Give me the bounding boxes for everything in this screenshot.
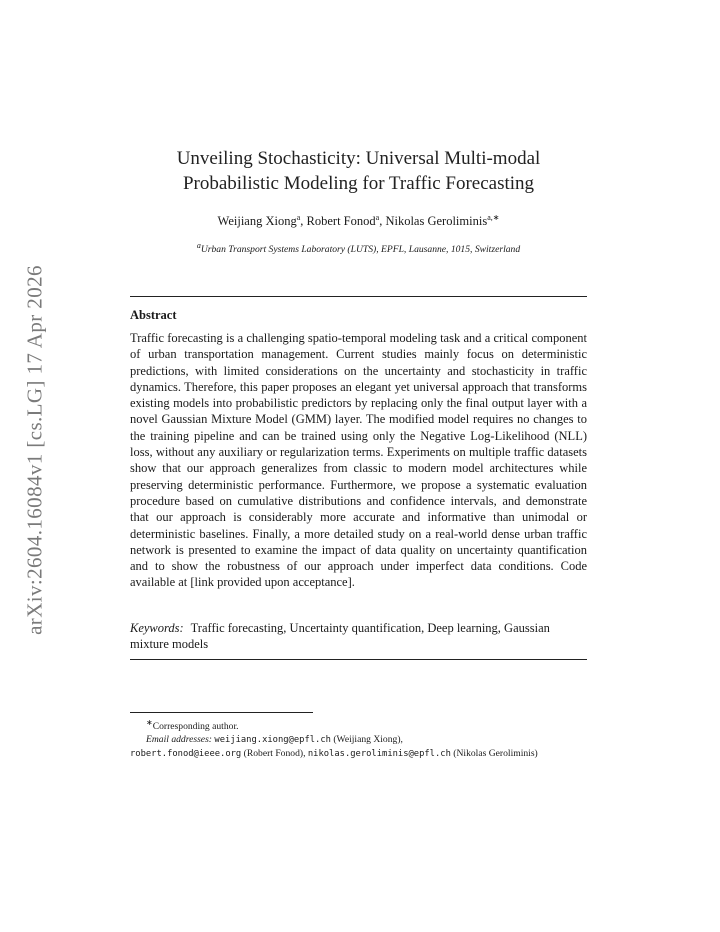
author-list [130, 213, 587, 229]
title-line-1: Unveiling Stochasticity: Universal Multi-modal [176, 148, 541, 169]
author-name: Nikolas Geroliminis [385, 214, 488, 229]
author-affil-marker: a [375, 213, 380, 222]
email-link[interactable]: robert.fonod@ieee.org [130, 749, 242, 760]
title-line-2: Probabilistic Modeling for Traffic Forecasting [182, 173, 535, 194]
affiliation-marker: a [196, 241, 201, 250]
author-affil-marker: a,∗ [487, 213, 500, 222]
arxiv-identifier-text: arXiv:2604.16084v1 [cs.LG] 17 Apr 2026 [22, 265, 47, 635]
paper-title [130, 146, 587, 196]
email-owner: (Weijiang Xiong), [333, 734, 403, 746]
email-link[interactable]: nikolas.geroliminis@epfl.ch [307, 749, 451, 760]
email-label: Email addresses: [146, 734, 212, 746]
abstract-text: Traffic forecasting is a challenging spatio-temporal modeling task and a critical component of urban transportation management. Current studies mainly focus on deterministic predictions, with limited considerations on the uncertainty and stochasticity in traffic dynamics. Therefore, this paper proposes an elegant yet universal approach that transforms existing models into probabilistic predictors by replacing only the final output layer with a novel Gaussian Mixture Model (GMM) layer. The modified model requires no changes to the training pipeline and can be trained using only the Negative Log-Likelihood (NLL) loss, without any auxiliary or regularization terms. Experiments on multiple traffic datasets show that our approach generalizes from classic to modern model architectures while preserving deterministic performance. Furthermore, we propose a systematic evaluation procedure based on cumulative distributions and confidence intervals, and demonstrate that our approach is considerably more accurate and informative than unimodal or deterministic baselines. Finally, a more detailed study on a real-world dense urban traffic network is presented to examine the impact of data quality on uncertainty quantification and to show the robustness of our approach under imperfect data conditions. Code available at [link provided upon acceptance]. [130, 331, 587, 590]
affiliation [130, 241, 587, 255]
abstract-bottom-rule [130, 659, 587, 660]
email-link[interactable]: weijiang.xiong@epfl.ch [214, 735, 331, 746]
keywords [130, 620, 587, 653]
footnote-rule [130, 712, 313, 713]
email-owner: (Nikolas Geroliminis) [453, 748, 538, 760]
corresponding-marker: ∗ [146, 718, 153, 727]
email-owner: (Robert Fonod), [243, 748, 306, 760]
corresponding-author-note [130, 716, 587, 733]
author-name: Robert Fonod [306, 214, 376, 229]
keywords-text: Traffic forecasting, Uncertainty quantification, Deep learning, Gaussian mixture models [130, 621, 550, 652]
author-separator: , [300, 214, 307, 229]
email-line-2 [130, 747, 587, 761]
footnotes [130, 716, 587, 761]
corresponding-text: Corresponding author. [152, 721, 239, 733]
abstract-heading: Abstract [130, 308, 177, 322]
keywords-label: Keywords: [130, 621, 184, 635]
author-affil-marker: a [296, 213, 301, 222]
affiliation-text: Urban Transport Systems Laboratory (LUTS), EPFL, Lausanne, 1015, Switzerland [200, 244, 521, 256]
author-name: Weijiang Xiong [217, 214, 297, 229]
arxiv-identifier [20, 260, 50, 640]
email-line-1 [130, 733, 587, 747]
abstract-top-rule [130, 296, 587, 297]
author-separator: , [379, 214, 386, 229]
